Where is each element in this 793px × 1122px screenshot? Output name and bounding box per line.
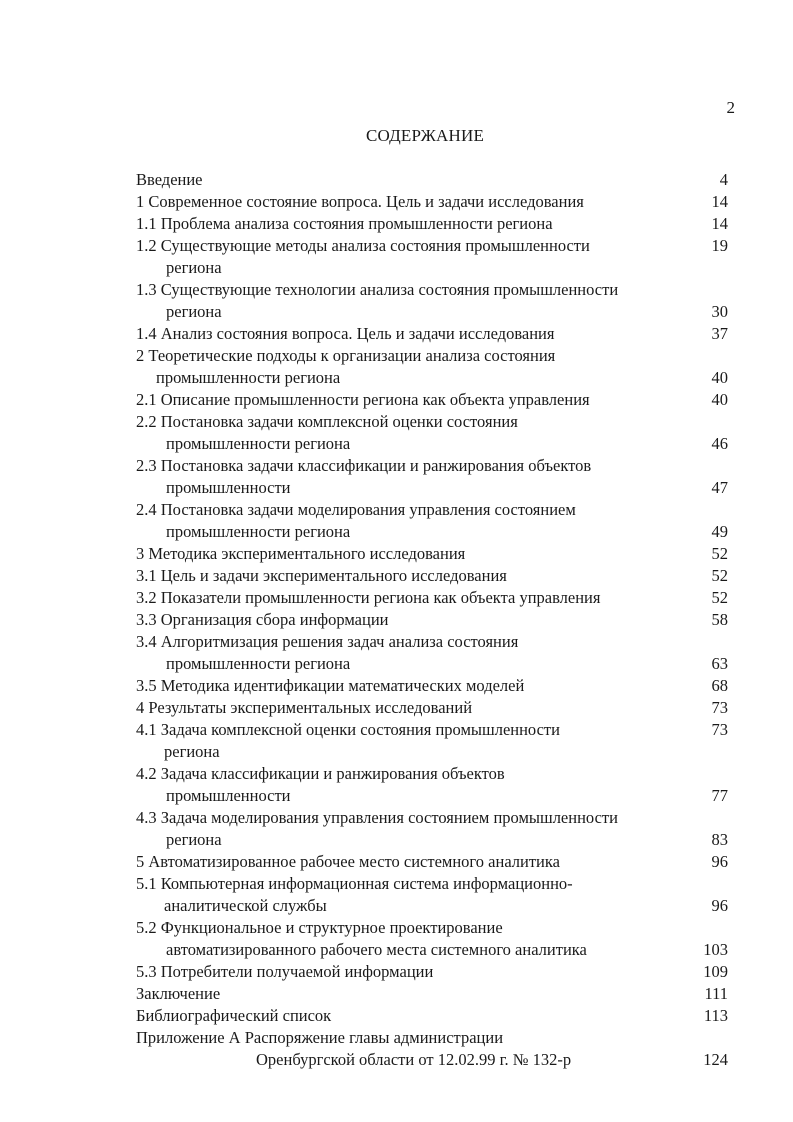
toc-entry-2-2 <box>136 411 736 433</box>
toc-entry-continuation: промышленности региона <box>166 654 351 673</box>
toc-entry-bibliography <box>136 1005 736 1027</box>
toc-entry-page: 111 <box>704 984 728 1003</box>
toc-entry-introduction <box>136 169 736 191</box>
toc-entry-4-3-cont <box>136 829 736 851</box>
toc-entry-2-4 <box>136 499 736 521</box>
toc-entry-5 <box>136 851 736 873</box>
toc-entry-page: 14 <box>711 192 728 211</box>
toc-entry-page: 30 <box>711 302 728 321</box>
toc-entry-continuation: автоматизированного рабочего места системного аналитика <box>166 940 587 959</box>
toc-entry-page: 19 <box>711 236 728 255</box>
toc-entry-1-3 <box>136 279 736 301</box>
toc-entry-title: 2.3 Постановка задачи классификации и ранжирования объектов <box>136 456 592 475</box>
toc-entry-page: 68 <box>711 676 728 695</box>
toc-entry-continuation: промышленности региона <box>166 522 351 541</box>
toc-entry-continuation: промышленности региона <box>166 434 351 453</box>
toc-entry-title: 5 Автоматизированное рабочее место системного аналитика <box>136 852 560 871</box>
toc-entry-4-1 <box>136 719 736 741</box>
toc-entry-1-3-cont <box>136 301 736 323</box>
toc-entry-1 <box>136 191 736 213</box>
toc-entry-2-3-cont <box>136 477 736 499</box>
toc-entry-title: 2.1 Описание промышленности региона как объекта управления <box>136 390 590 409</box>
toc-entry-page: 49 <box>711 522 728 541</box>
toc-entry-page: 14 <box>711 214 728 233</box>
toc-entry-continuation: промышленности <box>166 786 291 805</box>
toc-entry-continuation: региона <box>166 258 222 277</box>
toc-entry-continuation: региона <box>166 302 222 321</box>
toc-entry-page: 73 <box>711 698 728 717</box>
toc-entry-continuation: аналитической службы <box>164 896 327 915</box>
toc-entry-1-4 <box>136 323 736 345</box>
toc-entry-5-2 <box>136 917 736 939</box>
table-of-contents <box>136 169 736 1071</box>
toc-entry-5-1 <box>136 873 736 895</box>
toc-entry-page: 40 <box>711 390 728 409</box>
toc-entry-3-4 <box>136 631 736 653</box>
toc-entry-title: 1.4 Анализ состояния вопроса. Цель и задачи исследования <box>136 324 555 343</box>
toc-entry-page: 113 <box>703 1006 728 1025</box>
toc-entry-title: 4 Результаты экспериментальных исследований <box>136 698 473 717</box>
toc-entry-title: 4.3 Задача моделирования управления состоянием промышленности <box>136 808 618 827</box>
toc-entry-1-1 <box>136 213 736 235</box>
toc-entry-3-5 <box>136 675 736 697</box>
toc-entry-page: 124 <box>703 1050 728 1069</box>
toc-entry-title: 2.2 Постановка задачи комплексной оценки состояния <box>136 412 518 431</box>
toc-entry-4 <box>136 697 736 719</box>
toc-entry-appendix-a-cont <box>136 1049 736 1071</box>
toc-entry-page: 96 <box>711 852 728 871</box>
toc-entry-page: 96 <box>711 896 728 915</box>
toc-entry-continuation: Оренбургской области от 12.02.99 г. № 132-р <box>256 1050 572 1069</box>
toc-entry-1-2 <box>136 235 736 257</box>
page-title: СОДЕРЖАНИЕ <box>365 126 485 145</box>
toc-entry-page: 47 <box>711 478 728 497</box>
toc-entry-page: 37 <box>711 324 728 343</box>
toc-entry-title: 2.4 Постановка задачи моделирования управления состоянием <box>136 500 576 519</box>
toc-entry-continuation: региона <box>164 742 220 761</box>
toc-entry-title: Заключение <box>136 984 221 1003</box>
toc-entry-3-4-cont <box>136 653 736 675</box>
toc-entry-title: 3.4 Алгоритмизация решения задач анализа состояния <box>136 632 519 651</box>
toc-entry-page: 52 <box>711 588 728 607</box>
toc-entry-3 <box>136 543 736 565</box>
toc-entry-title: 4.1 Задача комплексной оценки состояния промышленности <box>136 720 560 739</box>
toc-entry-2-2-cont <box>136 433 736 455</box>
toc-entry-title: Приложение А Распоряжение главы администрации <box>136 1028 504 1047</box>
toc-entry-page: 4 <box>719 170 728 189</box>
toc-entry-title: 3.1 Цель и задачи экспериментального исследования <box>136 566 507 585</box>
toc-entry-title: 5.3 Потребители получаемой информации <box>136 962 434 981</box>
toc-entry-4-3 <box>136 807 736 829</box>
toc-entry-title: 5.2 Функциональное и структурное проектирование <box>136 918 503 937</box>
toc-entry-title: 3 Методика экспериментального исследования <box>136 544 466 563</box>
toc-entry-2-3 <box>136 455 736 477</box>
toc-entry-page: 52 <box>711 544 728 563</box>
toc-entry-title: Введение <box>136 170 203 189</box>
toc-entry-title: 5.1 Компьютерная информационная система информационно- <box>136 874 573 893</box>
toc-entry-title: 1.2 Существующие методы анализа состояния промышленности <box>136 236 590 255</box>
toc-entry-3-3 <box>136 609 736 631</box>
toc-entry-title: 3.2 Показатели промышленности региона как объекта управления <box>136 588 601 607</box>
page-number: 2 <box>726 98 735 117</box>
toc-entry-appendix-a <box>136 1027 736 1049</box>
toc-entry-5-3 <box>136 961 736 983</box>
toc-entry-2-1 <box>136 389 736 411</box>
toc-entry-conclusion <box>136 983 736 1005</box>
toc-entry-page: 109 <box>703 962 728 981</box>
toc-entry-continuation: промышленности региона <box>156 368 341 387</box>
toc-entry-title: 4.2 Задача классификации и ранжирования объектов <box>136 764 505 783</box>
toc-entry-4-2-cont <box>136 785 736 807</box>
toc-entry-page: 63 <box>711 654 728 673</box>
toc-entry-2 <box>136 345 736 367</box>
toc-entry-title: 1.1 Проблема анализа состояния промышленности региона <box>136 214 553 233</box>
toc-entry-3-1 <box>136 565 736 587</box>
toc-entry-title: 1 Современное состояние вопроса. Цель и задачи исследования <box>136 192 584 211</box>
toc-entry-page: 46 <box>711 434 728 453</box>
toc-entry-title: 1.3 Существующие технологии анализа состояния промышленности <box>136 280 619 299</box>
toc-entry-1-2-cont <box>136 257 736 279</box>
toc-entry-title: 3.5 Методика идентификации математических моделей <box>136 676 525 695</box>
toc-entry-4-1-cont <box>136 741 736 763</box>
toc-entry-2-4-cont <box>136 521 736 543</box>
toc-entry-page: 103 <box>703 940 728 959</box>
toc-entry-continuation: региона <box>166 830 222 849</box>
toc-entry-page: 77 <box>711 786 728 805</box>
toc-entry-2-cont <box>136 367 736 389</box>
toc-entry-4-2 <box>136 763 736 785</box>
toc-entry-page: 52 <box>711 566 728 585</box>
toc-entry-page: 58 <box>711 610 728 629</box>
toc-entry-page: 40 <box>711 368 728 387</box>
toc-entry-page: 73 <box>711 720 728 739</box>
toc-entry-page: 83 <box>711 830 728 849</box>
toc-entry-continuation: промышленности <box>166 478 291 497</box>
toc-entry-title: 3.3 Организация сбора информации <box>136 610 389 629</box>
toc-entry-3-2 <box>136 587 736 609</box>
toc-entry-5-2-cont <box>136 939 736 961</box>
toc-entry-title: Библиографический список <box>136 1006 332 1025</box>
toc-entry-5-1-cont <box>136 895 736 917</box>
toc-entry-title: 2 Теоретические подходы к организации анализа состояния <box>136 346 556 365</box>
